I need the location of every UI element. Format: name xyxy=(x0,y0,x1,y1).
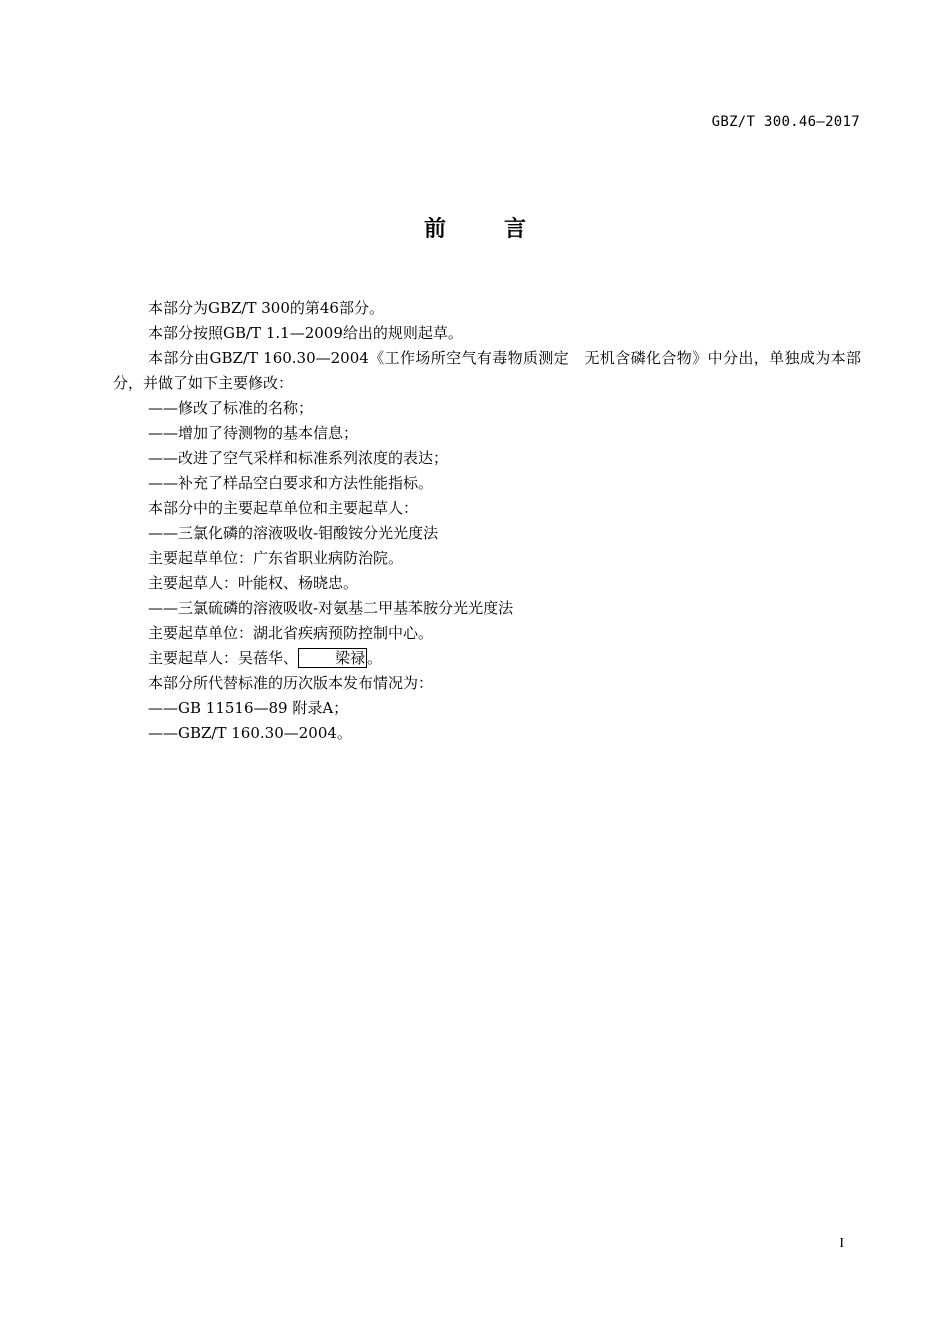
list-item: ——GB 11516—89 附录A； xyxy=(148,699,349,717)
drafter-line xyxy=(113,646,861,671)
paragraph: 主要起草单位：湖北省疾病预防控制中心。 xyxy=(148,624,434,642)
list-item: ——补充了样品空白要求和方法性能指标。 xyxy=(148,474,434,492)
page-title xyxy=(0,212,950,243)
paragraph: 本部分中的主要起草单位和主要起草人： xyxy=(148,499,419,517)
list-item: ——修改了标准的名称； xyxy=(148,399,314,417)
paragraph: 主要起草人：叶能权、杨晓忠。 xyxy=(148,574,359,592)
paragraph: 本部分按照GB/T 1.1—2009给出的规则起草。 xyxy=(148,324,463,342)
foreword-body xyxy=(113,296,861,746)
paragraph: 本部分所代替标准的历次版本发布情况为： xyxy=(148,674,434,692)
drafter-suffix: 。 xyxy=(367,649,383,667)
boxed-name: 梁禄 xyxy=(298,648,367,668)
page-number: I xyxy=(839,1236,844,1251)
paragraph: 本部分为GBZ/T 300的第46部分。 xyxy=(148,299,384,317)
list-item: ——增加了待测物的基本信息； xyxy=(148,424,359,442)
list-item: ——GBZ/T 160.30—2004。 xyxy=(148,724,352,742)
paragraph: 本部分由GBZ/T 160.30—2004《工作场所空气有毒物质测定 无机含磷化合物》中分出，单独成为本部分，并做了如下主要修改： xyxy=(113,349,861,392)
title-char-1: 前 xyxy=(423,217,446,242)
drafter-prefix: 主要起草人：吴蓓华、 xyxy=(148,649,299,667)
list-item: ——改进了空气采样和标准系列浓度的表达； xyxy=(148,449,449,467)
paragraph: 主要起草单位：广东省职业病防治院。 xyxy=(148,549,404,567)
list-item: ——三氯硫磷的溶液吸收-对氨基二甲基苯胺分光光度法 xyxy=(148,599,514,617)
title-char-2: 言 xyxy=(504,217,527,242)
list-item: ——三氯化磷的溶液吸收-钼酸铵分光光度法 xyxy=(148,524,439,542)
standard-code: GBZ/T 300.46—2017 xyxy=(711,114,860,130)
